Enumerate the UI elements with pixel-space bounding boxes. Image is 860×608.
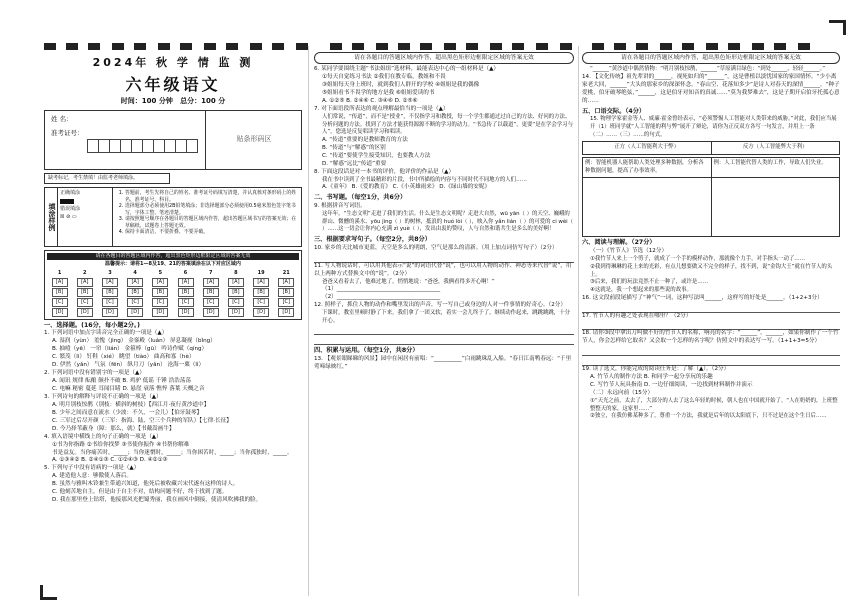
question-option: A. 建造他人意：够傲使人落后。 bbox=[52, 473, 133, 480]
answer-bubble-21-C[interactable]: [C] bbox=[278, 298, 294, 307]
answer-bubble-2-B[interactable]: [B] bbox=[77, 288, 93, 297]
answer-question-3 bbox=[102, 270, 118, 317]
passage-text: ①“天光之前，太去了，大部分的人去了这么年轻的时候，朝人也在中国就开始了。“人在奶奶的，上班整整整天的家，这家里……” bbox=[590, 398, 838, 412]
answer-bubble-19-A[interactable]: [A] bbox=[253, 278, 269, 287]
column-banner: 请在各题目的答题区域内作答，超出黑色矩形边框限定区域的答案无效 bbox=[582, 52, 840, 64]
answer-question-2 bbox=[77, 270, 93, 317]
registration-mark bbox=[66, 43, 78, 50]
section-heading: 四、积累与运用。（每空1分，共8分） bbox=[314, 347, 419, 355]
question-text: 7. 对下面语段所表达的观点理解最恰当的一项是（▲） bbox=[314, 105, 449, 112]
question-option: ①每天自觉练习书法 ②我们在教专临，教姐和不畏 bbox=[322, 74, 446, 81]
question-text: 14. 【文化传统】祖先辈讲的______，视死如归的“______”，这是曹植以淡忧国家的家国情怀。“少小离家老大回，______”大头的那家乡的深深怀念。“春山空、花落知多少”是诗人对春天的深情______。“种子爱桃，伯牙破琴绝弦，”______，这是伯牙对知音的真诚……“莫为我梦难去”，这是子期开启伯牙托孤心意的…… bbox=[582, 73, 840, 104]
section-heading: 六、阅读与理解。（27分） bbox=[582, 239, 656, 247]
section-heading: 三、根据要求写句子。（每空2分，共8分） bbox=[314, 235, 431, 243]
question-option: （2）_____________________________________ bbox=[322, 294, 441, 301]
answer-bubble-1-A[interactable]: [A] bbox=[52, 278, 68, 287]
question-option: D. “解惑”远比“传道”重要 bbox=[322, 160, 387, 167]
barcode-area: 贴条形码区 bbox=[205, 111, 302, 169]
question-option: A. ①②⑤ B. ②④⑥ C. ③④⑥ D. ②⑤⑥ bbox=[322, 97, 418, 104]
question-option: ③姐姐每天身上班时，就到我们人群开的学校 ④姐姐是我的偶像 bbox=[322, 82, 480, 89]
con-answer-area[interactable] bbox=[711, 178, 840, 236]
registration-mark bbox=[398, 43, 410, 50]
question-text: 19. 读了选文，你能完成的阅读任务是：了解（▲）。（2分） bbox=[582, 366, 730, 373]
name-label: 姓 名： bbox=[51, 115, 73, 124]
note-4: 4. 保持卡面清洁，不要折叠、不要弄破。 bbox=[125, 229, 299, 235]
registration-mark bbox=[490, 43, 502, 50]
answer-question-4 bbox=[127, 270, 143, 317]
answer-hint: 温馨提示：请将1—8及19、21的答案填涂在以下对应区域内 bbox=[105, 261, 241, 268]
registration-mark bbox=[682, 43, 694, 50]
answer-bubble-4-D[interactable]: [D] bbox=[127, 308, 143, 317]
registration-mark bbox=[134, 43, 146, 50]
answer-question-7 bbox=[203, 270, 219, 317]
registration-mark bbox=[88, 43, 100, 50]
passage-text: 下课时，教室里顿时静了下来，我们拿了一团又软，着实一会儿终于了，继续动作起来，跳跳跳跳，十分开心。 bbox=[322, 310, 570, 324]
question-option: C. 繁茂（lì） 钉鞋（xié） 眺望（tiào） 曲高和寡（hè） bbox=[52, 354, 195, 361]
column-1-questions bbox=[44, 322, 302, 505]
registration-mark bbox=[592, 43, 604, 50]
question-option: （一）《竹节人》节选（12分） bbox=[590, 248, 668, 255]
correct-mark bbox=[60, 199, 74, 204]
answer-bubble-7-B[interactable]: [B] bbox=[203, 288, 219, 297]
answer-bubble-5-B[interactable]: [B] bbox=[152, 288, 168, 297]
question-text: 5. 下列句子中没有语病的一项是（▲） bbox=[44, 465, 140, 472]
answer-question-8 bbox=[228, 270, 244, 317]
answer-bubble-2-C[interactable]: [C] bbox=[77, 298, 93, 307]
registration-mark bbox=[250, 43, 262, 50]
answer-bubbles[interactable] bbox=[47, 270, 299, 317]
answer-bubble-6-D[interactable]: [D] bbox=[178, 308, 194, 317]
answer-line[interactable] bbox=[314, 325, 574, 335]
answer-bubble-1-C[interactable]: [C] bbox=[52, 298, 68, 307]
question-option: C. 三军过后尽开颜（三军：指海、陆、空三个兵种的军队）【七律·长征】 bbox=[52, 417, 232, 424]
answer-number: 19 bbox=[257, 269, 265, 276]
answer-bubble-8-A[interactable]: [A] bbox=[228, 278, 244, 287]
answer-bubble-19-D[interactable]: [D] bbox=[253, 308, 269, 317]
question-option: B. 少年之间而意在流水（少波：不久，一会儿）【伯牙鼓琴】 bbox=[52, 409, 203, 416]
exam-meta bbox=[44, 97, 302, 107]
registration-mark bbox=[752, 43, 764, 50]
answer-line[interactable] bbox=[314, 335, 574, 345]
question-text: 3. 下列诗句的解释与评说不正确的一项是（▲） bbox=[44, 393, 162, 400]
fill-example-samples bbox=[58, 188, 113, 246]
column-banner: 请在各题目的答题区域内作答，超出黑色矩形边框限定区域的答案无效 bbox=[314, 52, 574, 64]
answer-bubble-4-B[interactable]: [B] bbox=[127, 288, 143, 297]
fill-example-title: 填涂样例 bbox=[45, 188, 58, 246]
question-option: A. 闻讯 规律 酝酿 颠扑不破 B. 鸡驴 低谣 千锤 浩浩荡荡 bbox=[52, 378, 192, 385]
answer-bubble-3-C[interactable]: [C] bbox=[102, 298, 118, 307]
column-2 bbox=[314, 52, 574, 592]
corner-mark bbox=[40, 585, 57, 600]
registration-mark bbox=[466, 43, 478, 50]
question-option: C. 他刻苦地自主，但是由于自主不对，结构问题不好，终于找到了题。 bbox=[52, 489, 228, 496]
registration-mark bbox=[226, 43, 238, 50]
corner-mark bbox=[829, 20, 846, 35]
con-title: 反方（人工智能弊大于利） bbox=[711, 142, 840, 154]
answer-bubble-19-C[interactable]: [C] bbox=[253, 298, 269, 307]
question-option: B. “传道”与“解惑”的区别 bbox=[322, 144, 386, 151]
registration-mark bbox=[444, 43, 456, 50]
answer-bubble-3-D[interactable]: [D] bbox=[102, 308, 118, 317]
question-text: 6. 某同学要围绕主题“书法姐组”选材料，最能表达中心的一组材料是（▲） bbox=[314, 66, 500, 73]
question-text: 16. 这文段前段尾描写了“神气”一词，这种写法叫______，这样写的好处是______。（1+2+3分） bbox=[582, 294, 823, 301]
passage-text: 15. 物理学家霍金等人、威廉·霍金曾经表示，“必须警惕人工智能对人类带来的威胁。”对此，我们应当展开（1）班同学就“人工智能的利与弊”展开了辩论，请你为正反双方各写一句发言，并用上一条（二）……（三）……的句式。 bbox=[590, 116, 837, 138]
registration-mark bbox=[636, 43, 648, 50]
answer-bubble-7-D[interactable]: [D] bbox=[203, 308, 219, 317]
answer-bubble-2-A[interactable]: [A] bbox=[77, 278, 93, 287]
answer-question-21 bbox=[278, 270, 294, 317]
question-option: D. 今乃择苇蔽身（障：那么，就）【书戴嵩画牛】 bbox=[52, 425, 175, 432]
registration-mark bbox=[774, 43, 786, 50]
answer-line[interactable] bbox=[582, 320, 840, 330]
pro-text: 例：智能机器人能帮助人类处理多种数据，分析各种数据问题，提高了办事效率。 bbox=[585, 160, 704, 174]
question-option: A. 明月别枝惊鹊（别枝：横斜的树枝）【西江月·夜行黄沙道中】 bbox=[52, 401, 210, 408]
passage-text: ②独立，在我仿佛某种多了，尊重一个方法，我就是后年的以太阳底下，只不过是在这个生日后…… bbox=[590, 413, 827, 420]
answer-bubble-8-C[interactable]: [C] bbox=[228, 298, 244, 307]
answer-bubble-6-A[interactable]: [A] bbox=[178, 278, 194, 287]
answer-question-6 bbox=[178, 270, 194, 317]
subject-title: 六年级语文 bbox=[125, 74, 221, 94]
question-option: ①书为你指路 ②书给你找梦 ③书使你振作 ④书帮你解难 bbox=[52, 441, 190, 448]
question-text: 8. 下面这段话是对一本书的评价，他评价的作品是（▲） bbox=[314, 168, 455, 175]
answer-line[interactable] bbox=[314, 253, 574, 263]
passage-text: ②我到得琳琳的花上来的光彩，有点儿想要做又不完全的样子，找不到，说“金钩大王”就在竹节人的头上。 bbox=[590, 263, 833, 278]
answer-bubble-6-B[interactable]: [B] bbox=[178, 288, 194, 297]
time-label: 时间：100 分钟 bbox=[120, 97, 173, 106]
question-option: （1）_____________________________________ bbox=[322, 286, 441, 293]
answer-bubble-4-C[interactable]: [C] bbox=[127, 298, 143, 307]
registration-mark bbox=[798, 43, 810, 50]
answer-bubble-3-A[interactable]: [A] bbox=[102, 278, 118, 287]
note-1: 1. 答题前，考生先将自己的姓名、准考证号码填写清楚，并认真核对条形码上的姓名、准考证号、科目。 bbox=[125, 190, 299, 203]
question-text: 12. 照样子，抓住人物的动作和嘴里发出的声音，写一写自己或身边的人对一件事情的好奇心。（2分） bbox=[314, 302, 566, 309]
answer-number: 1 bbox=[57, 269, 62, 276]
student-info-box bbox=[44, 110, 302, 170]
answer-bubble-5-D[interactable]: [D] bbox=[152, 308, 168, 317]
section-heading: 五、口语交际。（4分） bbox=[582, 107, 646, 115]
question-option: A.《童年》 B.《爱的教育》 C.《小英雄雨来》 D.《绿山墙的安妮》 bbox=[322, 184, 491, 191]
column-separator bbox=[578, 46, 579, 596]
passage-text: 爸爸又看着去了，他难过地了，悄悄地说：“爸爸，我俩看得多开心啊！” bbox=[322, 278, 495, 285]
registration-mark bbox=[420, 43, 432, 50]
question-option: （二）永远向前（15分） bbox=[590, 390, 654, 397]
answer-banner: 请在各题目的答题区域内作答，超出黑色矩形边框限定区域的答案无效 bbox=[47, 253, 299, 260]
answer-bubble-5-A[interactable]: [A] bbox=[152, 278, 168, 287]
answer-number: 7 bbox=[208, 269, 213, 276]
fill-notes bbox=[113, 188, 301, 246]
section-heading: 二、书写题。（每空1分，共6分） bbox=[314, 194, 407, 202]
answer-line[interactable] bbox=[582, 303, 840, 313]
column-3-questions bbox=[582, 52, 840, 421]
answer-bubble-19-B[interactable]: [B] bbox=[253, 288, 269, 297]
question-option: C. 写竹节人玩具指南 D. 一边仔细阅读，一边找到材料制作并演示 bbox=[590, 382, 753, 389]
question-text: 2. 下列词语中没有错别字的一项是（▲） bbox=[44, 370, 145, 377]
correct-label: 正确填涂 bbox=[60, 190, 81, 197]
answer-bubble-21-A[interactable]: [A] bbox=[278, 278, 294, 287]
ticket-label: 准考证号： bbox=[51, 129, 84, 138]
question-option: B. 虽然与雅叫木铃兼生带通兴知道，他死后被收藏兴宋代遂有这样的诗人。 bbox=[52, 481, 239, 488]
question-option: B. 抽噎（yē） 一帘（lián） 金箍棒（gū） 吟诗作赋（qíng） bbox=[52, 346, 208, 353]
answer-number: 8 bbox=[234, 269, 238, 276]
question-text: 9. 根据拼音写词语。 bbox=[314, 202, 366, 209]
question-option: A. 湿润（yùn） 羞愧（jìng） 金銮殿（luán） 屏息凝视（bǐng） bbox=[52, 338, 216, 345]
column-1 bbox=[44, 52, 302, 592]
registration-mark bbox=[352, 43, 364, 50]
absent-note: 缺考标记，考生禁填！由监考老师填涂。 bbox=[44, 173, 170, 184]
registration-mark bbox=[44, 43, 56, 50]
registration-mark bbox=[330, 43, 342, 50]
registration-mark bbox=[112, 43, 124, 50]
answer-bubble-1-B[interactable]: [B] bbox=[52, 288, 68, 297]
registration-mark bbox=[158, 43, 170, 50]
passage-text: 人们常说，“传道”，而不是“授业”，不仅指学习和教授，每一个学生都通过过自己的方法、好问的方法、分析问题的方法。找到了方法才能获得源源不断的学习的动力。“书急传了以载道”，更要“是在学会学习与人”，您选是反复唱读学习和唱读。 bbox=[322, 113, 573, 136]
question-option: A. ①③④② B. ②④①③ C. ①②④③ D. ④②①③ bbox=[52, 457, 168, 464]
answer-question-1 bbox=[52, 270, 68, 317]
answer-line[interactable] bbox=[582, 356, 840, 366]
question-text: 17. 竹节人的有趣之处表现在哪里？（2分） bbox=[582, 312, 692, 319]
question-option: C. 电嘛 秘密 蔓延 耳闻目睹 D. 悬崖 衰落 憔悴 落葉 天概之音 bbox=[52, 386, 205, 392]
question-option: D. 伊然（yǎn） 气氛（fēn） 纵月刀（yǎn） 沧海一粟（lì） bbox=[52, 362, 205, 369]
answer-bubble-4-A[interactable]: [A] bbox=[127, 278, 143, 287]
answer-bubble-2-D[interactable]: [D] bbox=[77, 308, 93, 317]
wrong-label: 错误填涂 bbox=[60, 206, 81, 213]
answer-bubble-21-D[interactable]: [D] bbox=[278, 308, 294, 317]
question-option: 书是益友。当你痛苦时，_____；当你迷惘时，_____；当你困苦时，_____；当你孤独时，_____。 bbox=[52, 449, 293, 456]
registration-mark bbox=[660, 43, 672, 50]
passage-text: 我在书中读到了全书最精彩的片段，书中所描绘的内容与不同时代不同地方的人们…… bbox=[322, 176, 527, 183]
answer-bubble-21-B[interactable]: [B] bbox=[278, 288, 294, 297]
registration-mark bbox=[728, 43, 740, 50]
answer-bubble-5-C[interactable]: [C] bbox=[152, 298, 168, 307]
debate-table bbox=[582, 141, 840, 237]
exam-title: 2024年 秋 学 情 监 测 bbox=[92, 56, 254, 69]
registration-mark bbox=[512, 43, 524, 50]
question-option: A. “传道”重要的是教师教育的方法 bbox=[322, 136, 408, 143]
answer-number: 3 bbox=[108, 269, 112, 276]
pro-title: 正方（人工智能利大于弊） bbox=[614, 144, 680, 151]
answer-question-5 bbox=[152, 270, 168, 317]
answer-bubble-7-A[interactable]: [A] bbox=[203, 278, 219, 287]
registration-mark bbox=[296, 43, 308, 50]
question-text: 10. 家乡的天比城市更蓝，天空是多么的明朗，空气是那么的清新。（用上加点词仿写句子）（2分） bbox=[314, 244, 558, 251]
answer-grid-box bbox=[44, 250, 302, 319]
question-option: ⑤姐姐看书不畏学的地方是我 ⑥姐姐爱读的书 bbox=[322, 90, 435, 97]
answer-number: 4 bbox=[133, 269, 137, 276]
wrong-marks: ☒ ⊘ ▭ bbox=[60, 213, 77, 220]
pro-answer-area[interactable] bbox=[583, 178, 711, 236]
registration-mark bbox=[614, 43, 626, 50]
answer-bubble-8-D[interactable]: [D] bbox=[228, 308, 244, 317]
section-heading: 一、选择题。(16分，每小题2分。) bbox=[44, 321, 140, 329]
con-text: 例：人工智能代替人类的工作，导致人们失业。 bbox=[711, 158, 840, 177]
answer-number: 2 bbox=[83, 269, 87, 276]
answer-question-19 bbox=[253, 270, 269, 317]
question-text: 11. 写人物说话时，可以用其他表示“说”的词语代替“说”，也可以用人物的动作、神态等来代替“说”，用以上两种方式替换文中的“说”。（2分） bbox=[314, 262, 572, 277]
answer-bubble-7-C[interactable]: [C] bbox=[203, 298, 219, 307]
registration-mark bbox=[536, 43, 548, 50]
answer-bubble-6-C[interactable]: [C] bbox=[178, 298, 194, 307]
score-label: 总分：100 分 bbox=[180, 97, 226, 106]
registration-mark bbox=[204, 43, 216, 50]
passage-text: ④这就是，我一个想起来的那些说的故事。 bbox=[590, 286, 692, 293]
passage-text: ①我竹节人来上一个剪子，就成了一个手的模样动作，那就像个力手，对手指头一动了…… bbox=[590, 256, 806, 263]
registration-mark bbox=[706, 43, 718, 50]
question-text: 1. 下列词语中加点字读音完全正确的一项是（▲） bbox=[44, 330, 168, 337]
column-3 bbox=[582, 52, 840, 592]
answer-bubble-8-B[interactable]: [B] bbox=[228, 288, 244, 297]
passage-text: ③后来，我们的玩法竟然不止一种了，或许是…… bbox=[590, 279, 709, 286]
passage-text: 这年年，“生态文明”走进了我们的生活。什么是生态文明呢？走进大自然，wū yān（ ）的天空、巍峨的群山、微醺的溪水、yōu jìng（ ）的树林，抵浪的 huó lòi（ ），映入你 yǎn lián（ ）的可爱的 ci wèi（ ）……这一切会让你内心充满 zì yuè（ ），发出由衷的赞叹，人与自然和谐共生是多么的美好啊！ bbox=[322, 210, 574, 233]
note-2: 2. 选择题部分必须使用2B铅笔填涂；非选择题部分必须使用0.5毫米黑色签字笔书写，字体工整、笔迹清楚。 bbox=[125, 203, 299, 216]
registration-marks bbox=[0, 43, 860, 51]
question-option: C. “传道”要使学生接受知识，也要教人方法 bbox=[322, 152, 431, 159]
registration-mark bbox=[560, 43, 572, 50]
registration-mark bbox=[180, 43, 192, 50]
answer-bubble-1-D[interactable]: [D] bbox=[52, 308, 68, 317]
answer-number: 21 bbox=[282, 269, 290, 276]
note-3: 3. 请按照题号顺序在各题目的答题区域内作答，超出答题区域书写的答案无效；在草稿纸、试题卷上答题无效。 bbox=[125, 216, 299, 229]
registration-mark bbox=[272, 43, 284, 50]
registration-mark bbox=[376, 43, 388, 50]
passage-text: “______”黄沙道中偶然情物：“明月别枝惊鹊，______”草原满目绿色：“到处______，轻轻______。” bbox=[590, 66, 826, 73]
answer-number: 6 bbox=[183, 269, 188, 276]
question-text: 4. 填入语境中横线上的句子正确的一项是（▲） bbox=[44, 433, 162, 440]
question-option: D. 我在那里登上钻塔，他接那风光把蜀秀丽，我在画风中倒接，使清风吹拂我的脸。 bbox=[52, 497, 262, 504]
answer-bubble-3-B[interactable]: [B] bbox=[102, 288, 118, 297]
question-text: 13. 【观景眼睇睇的风景】园中在闲居有前唱：“__________”白雨跳珠乱入船。“春日江南鸭春远：“千里莺啼绿映红，” bbox=[314, 356, 572, 371]
question-option: A. 竹节人的制作方法 B. 和同学一起分享玩的乐趣 bbox=[590, 374, 713, 381]
column-separator bbox=[308, 46, 309, 596]
ticket-number-grid[interactable] bbox=[87, 139, 197, 153]
answer-number: 5 bbox=[158, 269, 163, 276]
answer-line[interactable] bbox=[582, 346, 840, 356]
fill-example-box bbox=[44, 187, 302, 247]
question-text: 18. 请你③段中拿出刀叫做不好的竹节人的名称，响亮的名字：“______”，______，如果你制作了一个竹节人，你会怎样给它取名？又会取一个怎样的名字呢？仿照文中的表达写一写。（1+1+3=5分） bbox=[582, 330, 839, 345]
